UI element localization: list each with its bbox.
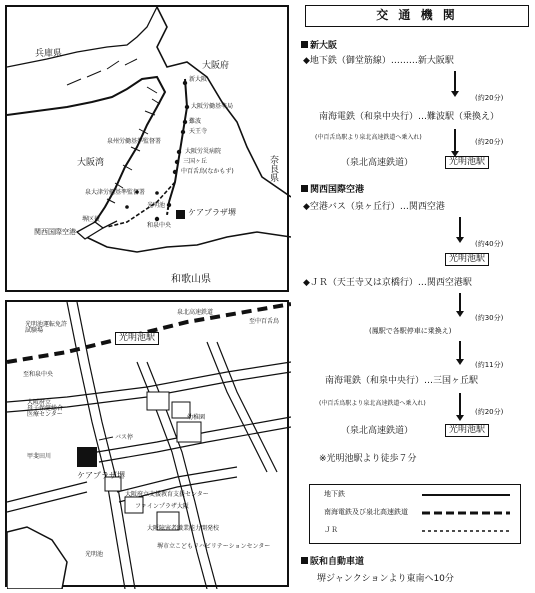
duration-4: (約30分) (475, 314, 504, 322)
facility-4-label: 堺市立こどもリハビリテーションセンター (157, 543, 271, 550)
wakayama-boundary (82, 232, 291, 252)
otori-transfer-note: (鳳駅で各駅停車に乗換え) (369, 327, 452, 335)
station-mikunigaoka: 三国ヶ丘 (183, 158, 208, 165)
local-map (5, 300, 289, 587)
care-plaza-building (77, 447, 97, 467)
duration-6: (約20分) (475, 408, 504, 416)
jr-text: ◆ＪＲ（天王寺又は京橋行）…関西空港駅 (303, 278, 472, 288)
hyogo-boundary (7, 7, 157, 67)
senboku-text-1: （泉北高速鉄道） (341, 158, 414, 168)
walk-note: ※光明池駅より徒歩７分 (319, 454, 417, 464)
station-nakamozu: 中百舌鳥(なかもず) (181, 168, 234, 175)
via-nakamozu-note-1: (中百舌鳥駅より泉北高速鉄道へ乗入れ) (315, 134, 422, 141)
bus-stop-label: バス停 (115, 434, 134, 441)
to-nakamozu-label: 至中百舌鳥 (249, 318, 280, 325)
pond-outline (7, 527, 67, 589)
section-shin-osaka-heading: 新大阪 (301, 41, 337, 51)
station-namba: 難波 (189, 118, 202, 125)
station-tennoji: 天王寺 (189, 128, 208, 135)
kindergarten-label: 幼稚園 (187, 414, 206, 421)
station-izumi-chuo: 和泉中央 (147, 222, 172, 229)
station-komyoike: 光明池 (147, 202, 166, 209)
senboku-text-2: （泉北高速鉄道） (341, 426, 414, 436)
facility-3-label: 大阪障害者職業能力開発校 (147, 525, 220, 532)
label-sakai-office: 堺区役 (82, 216, 101, 223)
transport-info (297, 5, 530, 590)
reclaimed-land (67, 59, 160, 203)
nara-label: 奈良県 (268, 155, 278, 182)
area-map (5, 5, 289, 292)
label-senshu-office: 泉州労働基準監督署 (107, 138, 162, 145)
nankai-line-text: 南海電鉄（和泉中央行）…難波駅（乗換え） (319, 112, 500, 122)
duration-2: (約20分) (475, 138, 504, 146)
kansai-airport-island (77, 222, 103, 239)
pond-label: 光明池 (85, 551, 104, 558)
komyoike-station-box-1: 光明池駅 (445, 156, 489, 169)
line-legend (309, 484, 521, 544)
osaka-label: 大阪府 (202, 61, 230, 71)
kansai-airport-label: 関西国際空港 (34, 228, 76, 236)
nankai-line-text-2: 南海電鉄（和泉中央行）…三国ヶ丘駅 (325, 376, 479, 386)
building-1 (147, 392, 169, 410)
legend-jr-label: ＪＲ (324, 526, 338, 534)
facility-2-label: ファインプラザ大阪 (135, 503, 189, 510)
wakayama-label: 和歌山県 (171, 274, 211, 285)
label-izumiotsu-office: 泉大津労働基準監督署 (85, 189, 146, 196)
care-plaza-label: ケアプラザ堺 (188, 208, 236, 217)
to-izumi-label: 至和泉中央 (23, 371, 54, 378)
duration-1: (約20分) (475, 94, 504, 102)
label-license-center: 光明池運転免許 試験場 (25, 321, 68, 334)
duration-3: (約40分) (475, 240, 504, 248)
komyoike-station-box-2: 光明池駅 (445, 253, 489, 266)
coastline (7, 77, 165, 235)
hyogo-label: 兵庫県 (35, 49, 63, 59)
rail-label: 泉北高速鉄道 (177, 309, 214, 316)
transport-title: 交 通 機 関 (305, 5, 529, 27)
legend-subway-label: 地下鉄 (324, 490, 345, 498)
road-text: 堺ジャンクションより東南へ10分 (317, 574, 454, 584)
label-osaka-labor-bureau: 大阪労働基準局 (191, 103, 234, 110)
care-plaza-label-local: ケアプラザ堺 (77, 471, 125, 480)
komyoike-station-label: 光明池駅 (115, 332, 159, 345)
section-road-heading: 阪和自動車道 (301, 557, 364, 567)
facility-1-label: 大阪府立支援教育支援センター (125, 491, 209, 498)
subway-line (169, 79, 187, 202)
legend-graphic (310, 485, 522, 545)
airport-bus-text: ◆空港バス（泉ヶ丘行）…関西空港 (303, 202, 445, 212)
komyoike-station-box-3: 光明池駅 (445, 424, 489, 437)
hospital-label: 大阪府立 母子保健総合 医療センター (27, 399, 64, 418)
section-kix-heading: 関西国際空港 (301, 185, 364, 195)
care-plaza-marker (176, 210, 185, 219)
subway-line-text: ◆地下鉄（御堂筋線）………新大阪駅 (303, 56, 454, 66)
river-label: 甲斐田川 (27, 453, 52, 460)
label-rosai-hospital: 大阪労災病院 (185, 148, 222, 155)
via-nakamozu-note-2: (中百舌鳥駅より泉北高速鉄道へ乗入れ) (319, 400, 426, 407)
duration-5: (約11分) (475, 361, 504, 369)
station-shin-osaka: 新大阪 (189, 76, 208, 83)
osaka-bay-label: 大阪湾 (77, 158, 105, 168)
legend-nankai-label: 南海電鉄及び泉北高速鉄道 (324, 508, 408, 516)
kindergarten-building (177, 422, 201, 442)
